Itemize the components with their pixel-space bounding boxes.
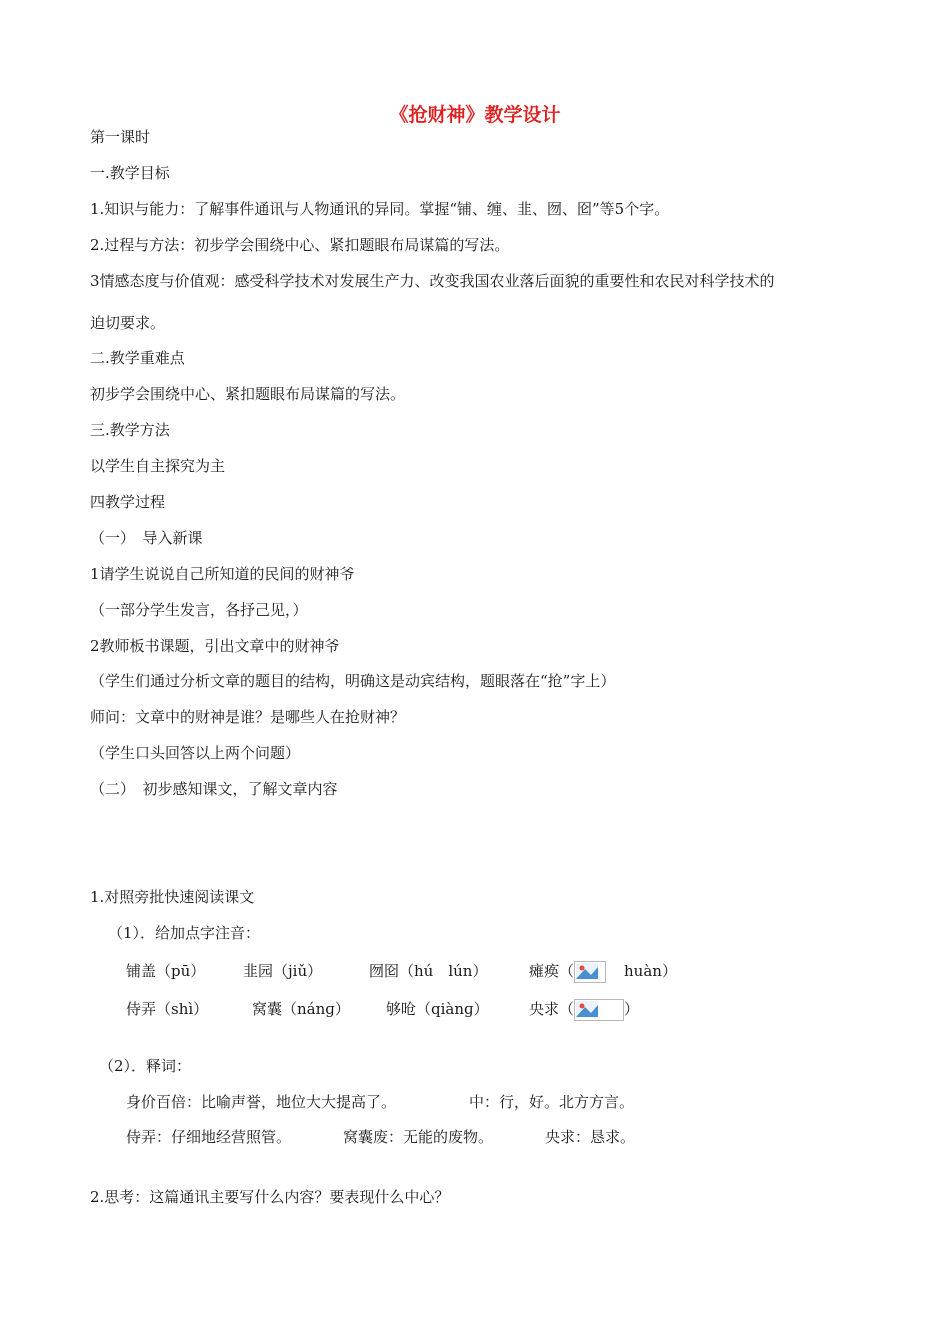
goal-attitude: 3情感态度与价值观：感受科学技术对发展生产力、改变我国农业落后面貌的重要性和农民对科学技术的 [90, 272, 775, 290]
step-intro-note-1: （一部分学生发言，各抒己见，） [90, 601, 308, 619]
document-title: 《抢财神》教学设计 [389, 104, 561, 126]
broken-image-icon [574, 961, 606, 983]
goal-attitude-cont: 迫切要求。 [90, 314, 166, 332]
pinyin-item: 窝囊（nánɡ） [252, 1000, 350, 1018]
step-intro-item-1: 1请学生说说自己所知道的民间的财神爷 [90, 565, 355, 583]
vocab-item: 中：行，好。北方方言。 [469, 1093, 635, 1111]
goal-process: 2.过程与方法：初步学会围绕中心、紧扣题眼布局谋篇的写法。 [90, 236, 510, 254]
thinking-question: 2.思考：这篇通讯主要写什么内容？要表现什么中心？ [90, 1188, 450, 1206]
pinyin-item-with-image [529, 961, 677, 983]
vocab-task-heading: （2）．释词： [99, 1057, 192, 1075]
pinyin-item: 囫囵（hú lún） [369, 962, 488, 980]
broken-image-icon [574, 999, 624, 1021]
step-intro-item-2: 2教师板书课题，引出文章中的财神爷 [90, 637, 340, 655]
vocab-item: 窝囊废：无能的废物。 [343, 1128, 494, 1146]
step-reading-heading: （二） 初步感知课文，了解文章内容 [90, 780, 338, 798]
lesson-label: 第一课时 [90, 128, 151, 146]
section-heading-key-points: 二.教学重难点 [90, 349, 185, 367]
section-heading-process: 四教学过程 [90, 493, 166, 511]
pinyin-item-tail: ） [624, 1000, 640, 1018]
vocab-item: 身价百倍：比喻声誉，地位大大提高了。 [126, 1093, 397, 1111]
vocab-item: 央求：恳求。 [545, 1128, 636, 1146]
pinyin-item-tail: huàn） [624, 962, 677, 980]
goal-knowledge: 1.知识与能力：了解事件通讯与人物通讯的异同。掌握“铺、缠、韭、囫、囵”等5个字。 [90, 200, 670, 218]
section-heading-method: 三.教学方法 [90, 421, 170, 439]
teacher-question-note: （学生口头回答以上两个问题） [90, 744, 301, 762]
reading-task-1: 1.对照旁批快速阅读课文 [90, 888, 255, 906]
key-points-text: 初步学会围绕中心、紧扣题眼布局谋篇的写法。 [90, 385, 406, 403]
vocab-item: 侍弄：仔细地经营照管。 [126, 1128, 292, 1146]
step-intro-note-2: （学生们通过分析文章的题目的结构，明确这是动宾结构，题眼落在“抢”字上） [90, 672, 616, 690]
pinyin-item: 韭园（jiǔ） [243, 962, 323, 980]
pinyin-item: 侍弄（shì） [126, 1000, 209, 1018]
section-heading-goals: 一.教学目标 [90, 164, 170, 182]
pinyin-task-heading: （1）．给加点字注音： [108, 924, 261, 942]
pinyin-item: 铺盖（pū） [126, 962, 206, 980]
teacher-question: 师问：文章中的财神是谁？是哪些人在抢财神？ [90, 708, 406, 726]
pinyin-item-with-image [529, 999, 639, 1021]
pinyin-item: 央求（ [529, 1000, 575, 1018]
pinyin-item: 瘫痪（ [529, 962, 575, 980]
method-text: 以学生自主探究为主 [90, 457, 226, 475]
step-intro-heading: （一） 导入新课 [90, 529, 203, 547]
pinyin-item: 够呛（qiànɡ） [386, 1000, 489, 1018]
